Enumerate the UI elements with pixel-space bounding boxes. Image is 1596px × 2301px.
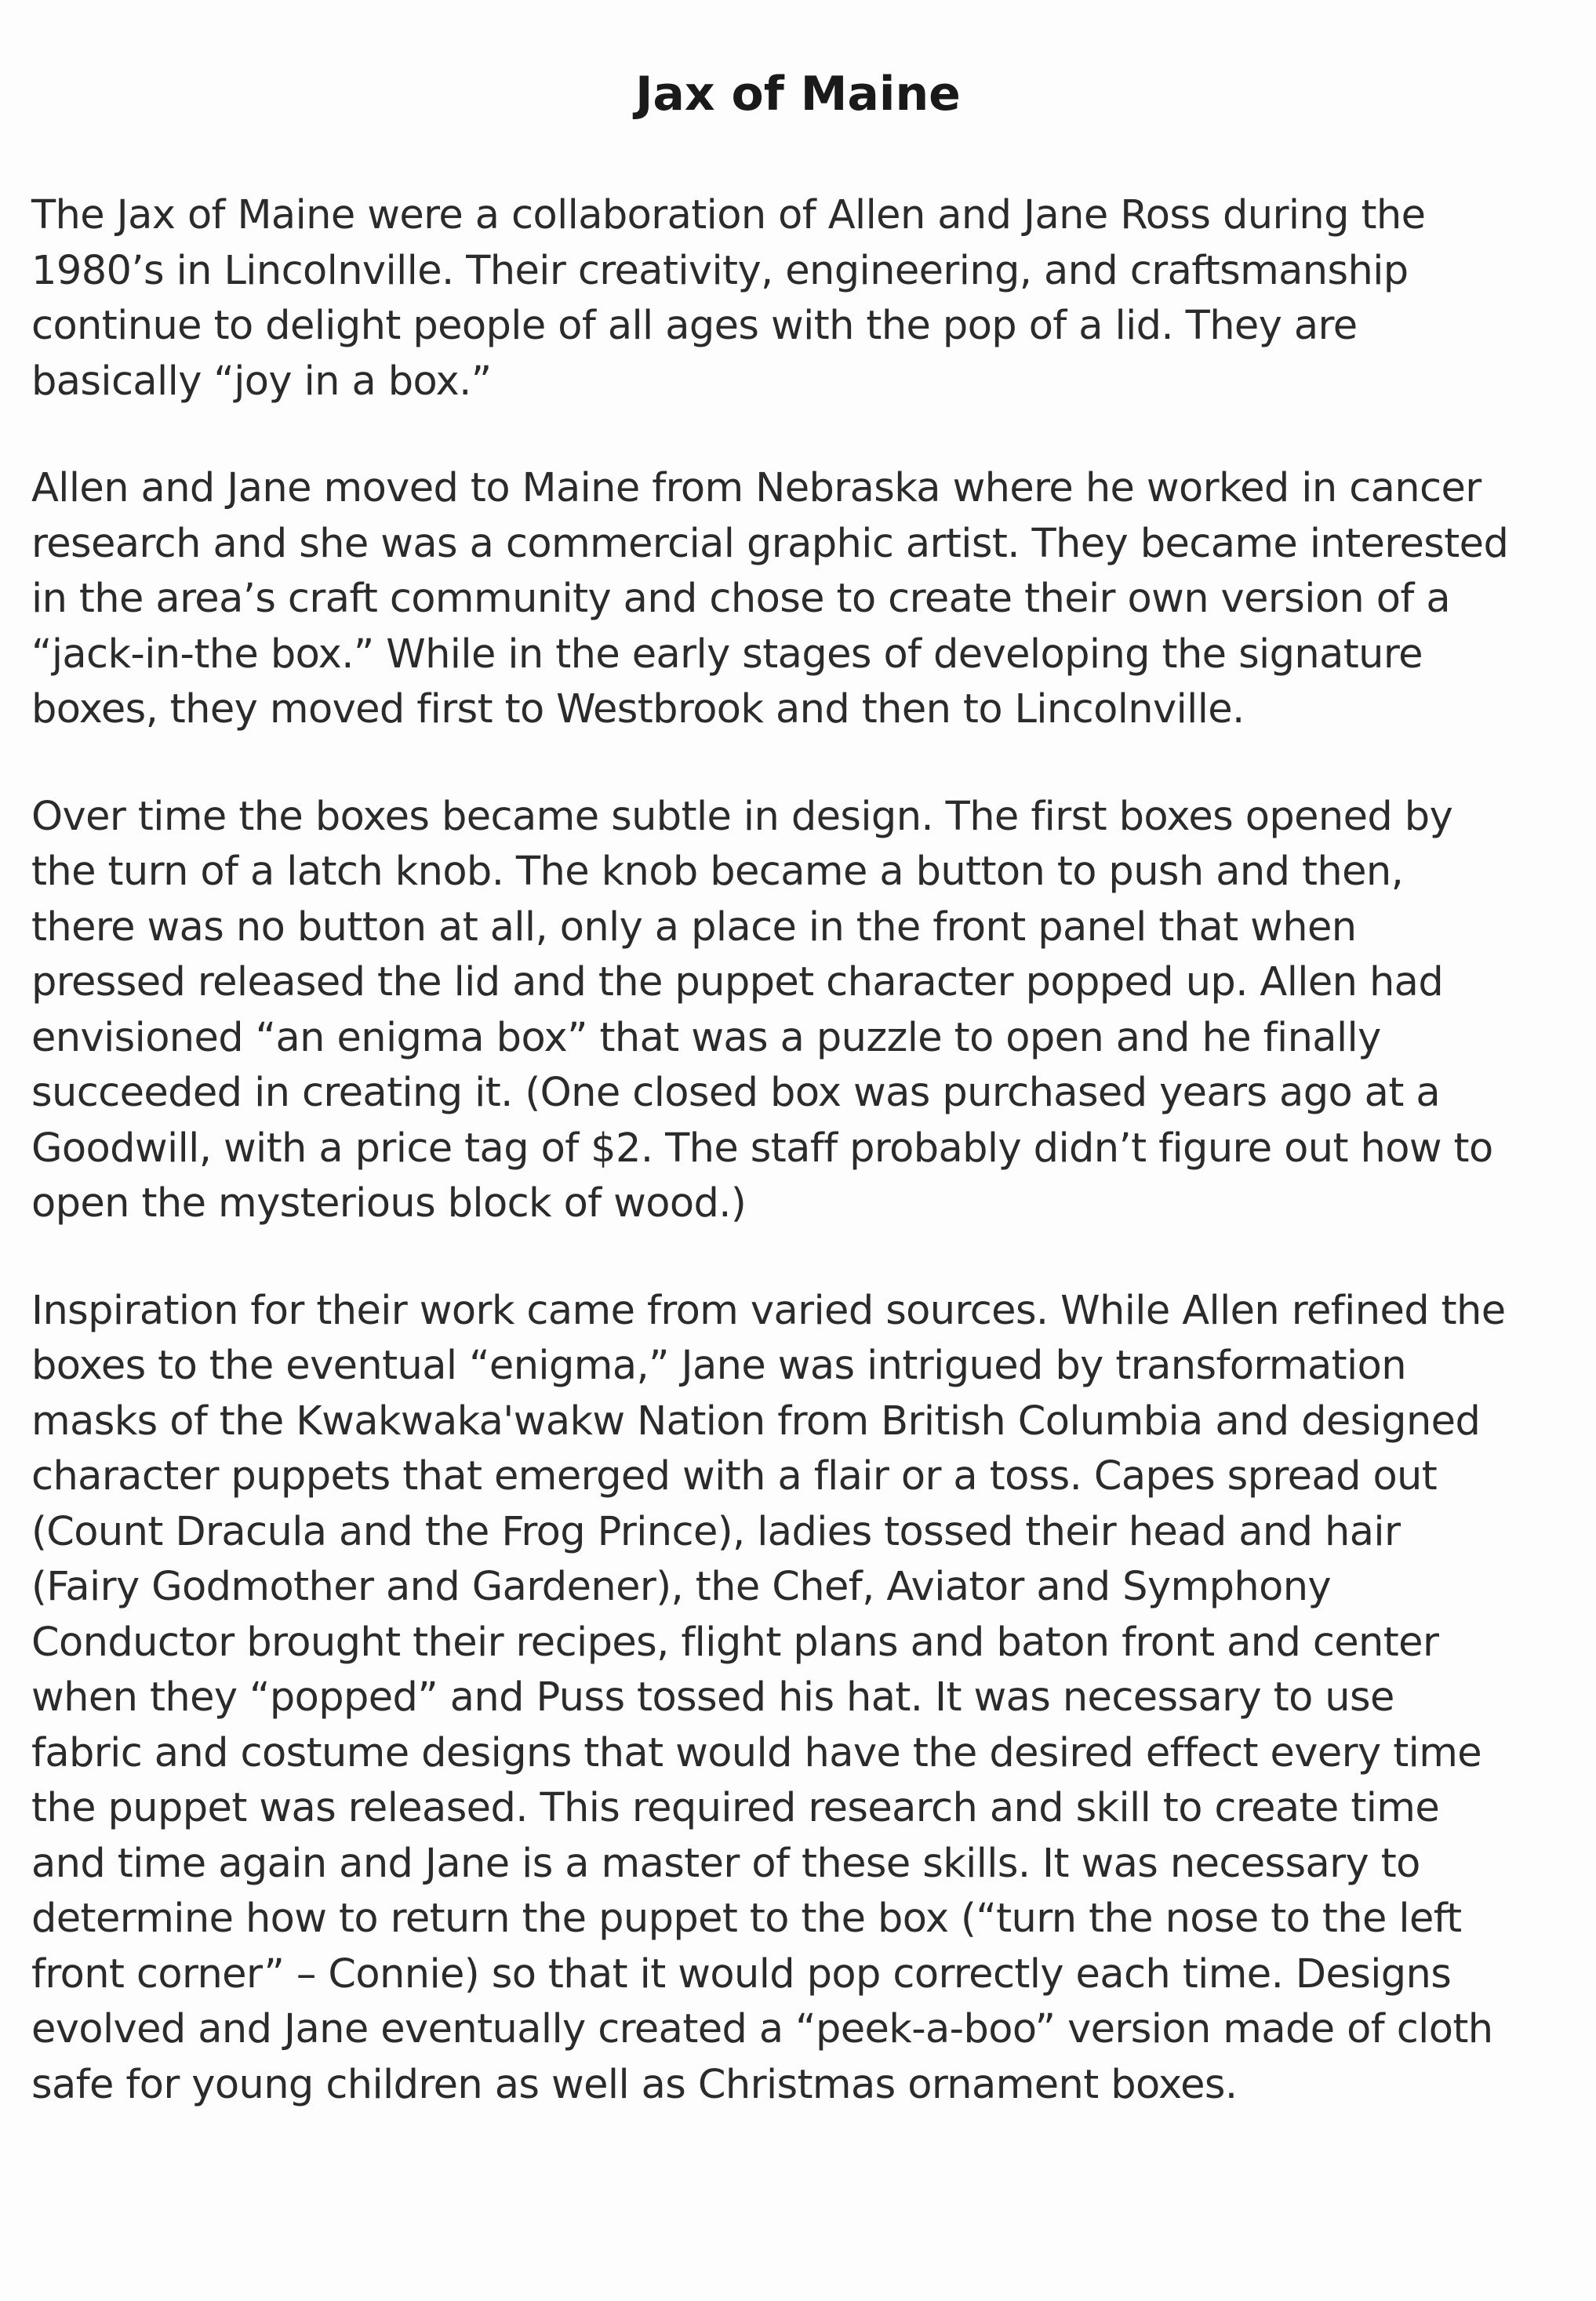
text-line: boxes, they moved first to Westbrook and then to Lincolnville. [31,686,1245,732]
text-line: character puppets that emerged with a flair or a toss. Capes spread out [31,1453,1438,1499]
text-line: 1980’s in Lincolnville. Their creativity, engineering, and craftsmanship [31,247,1409,294]
text-line: pressed released the lid and the puppet character popped up. Allen had [31,959,1444,1005]
text-line: Allen and Jane moved to Maine from Nebraska where he worked in cancer [31,465,1481,511]
text-line: open the mysterious block of wood.) [31,1180,747,1227]
text-line: Conductor brought their recipes, flight plans and baton front and center [31,1619,1439,1666]
paragraph-background [31,461,1569,738]
text-line: Goodwill, with a price tag of $2. The staff probably didn’t figure out how to [31,1125,1493,1172]
text-line: Over time the boxes became subtle in design. The first boxes opened by [31,793,1453,840]
text-line: (Fairy Godmother and Gardener), the Chef, Aviator and Symphony [31,1564,1332,1610]
text-line: fabric and costume designs that would have the desired effect every time [31,1729,1482,1776]
text-line: the puppet was released. This required research and skill to create time [31,1785,1440,1831]
text-line: determine how to return the puppet to the box (“turn the nose to the left [31,1896,1462,1942]
document-title: Jax of Maine [635,67,961,122]
text-line: “jack-in-the box.” While in the early stages of developing the signature [31,631,1423,678]
text-line: The Jax of Maine were a collaboration of Allen and Jane Ross during the [31,192,1426,238]
text-line: (Count Dracula and the Frog Prince), ladies tossed their head and hair [31,1508,1401,1555]
document-body [31,188,1569,2165]
text-line: continue to delight people of all ages with the pop of a lid. They are [31,303,1358,349]
text-line: basically “joy in a box.” [31,358,492,405]
paragraph-intro [31,188,1569,409]
text-line: there was no button at all, only a place in the front panel that when [31,903,1357,951]
paragraph-design [31,790,1569,1232]
text-line: safe for young children as well as Christmas ornament boxes. [31,2061,1238,2108]
text-line: and time again and Jane is a master of these skills. It was necessary to [31,1840,1420,1887]
text-line: research and she was a commercial graphic artist. They became interested [31,520,1509,567]
text-line: in the area’s craft community and chose to create their own version of a [31,576,1450,622]
text-line: evolved and Jane eventually created a “peek-a-boo” version made of cloth [31,2006,1493,2052]
text-line: boxes to the eventual “enigma,” Jane was intrigued by transformation [31,1343,1406,1389]
text-line: envisioned “an enigma box” that was a puzzle to open and he finally [31,1014,1381,1061]
text-line: front corner” – Connie) so that it would pop correctly each time. Designs [31,1950,1452,1997]
text-line: Inspiration for their work came from varied sources. While Allen refined the [31,1287,1506,1334]
text-line: the turn of a latch knob. The knob became a button to push and then, [31,849,1404,895]
text-line: succeeded in creating it. (One closed box was purchased years ago at a [31,1070,1440,1116]
paragraph-inspiration [31,1284,1569,2114]
text-line: masks of the Kwakwaka'wakw Nation from British Columbia and designed [31,1398,1481,1445]
text-line: when they “popped” and Puss tossed his hat. It was necessary to use [31,1674,1394,1721]
